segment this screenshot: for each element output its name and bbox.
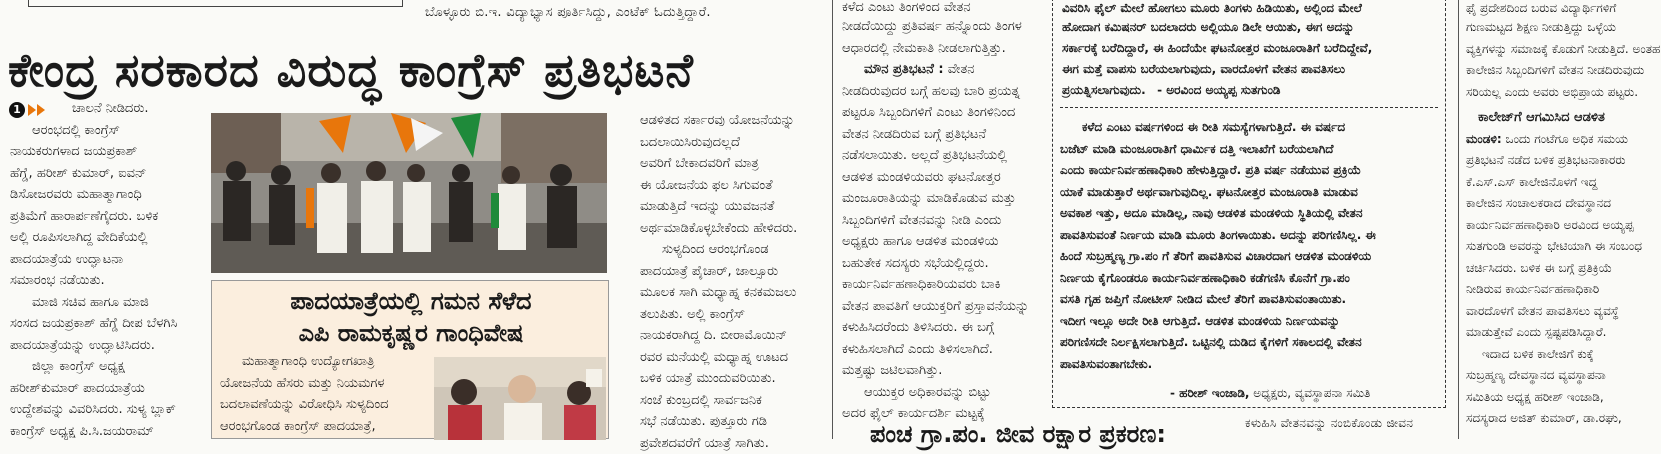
column-divider — [832, 0, 833, 439]
top-left-box-edge — [28, 0, 403, 7]
quote-signature-row — [1060, 383, 1442, 405]
right-line: ಸುಬ್ರಹ್ಮಣ್ಯ ದೇವಸ್ಥಾನದ ವ್ಯವಸ್ಥಾಪನಾ — [1466, 365, 1661, 387]
quote-signature-name: - ಹರೀಶ್ ಇಂಜಾಡಿ, — [1170, 386, 1249, 400]
middle-line: ರವರ ಮನೆಯಲ್ಲಿ ಮಧ್ಯಾಹ್ನ ಊಟದ — [640, 347, 826, 369]
right-subhead2: ಮಂಡಳಿ: — [1466, 132, 1502, 146]
quote-line: ಅವಕಾಶ ಇತ್ತು, ಅದೂ ಮಾಡಿಲ್ಲ, ನಾವು ಆಡಳಿತ ಮಂಡಳಿಯ ಸ್ಥಿತಿಯಲ್ಲಿ ವೇತನ — [1060, 203, 1442, 225]
lead-line: ಪಾದಯಾತ್ರೆಯನ್ನು ಉದ್ಘಾಟಿಸಿದರು. — [10, 335, 198, 357]
bottom-snippet: ಕಳುಹಿಸಿ ವೇತನವನ್ನು ನಂಬಿಕೊಂಡು ಜೀವನ — [1245, 412, 1445, 434]
sub-story-line: ಬದಲಾವಣೆಯನ್ನು ವಿರೋಧಿಸಿ ಸುಳ್ಯದಿಂದ — [220, 394, 428, 416]
right-line: ವಾರದೊಳಗೆ ವೇತನ ಪಾವತಿಸಲು ವ್ಯವಸ್ಥೆ — [1466, 301, 1661, 323]
lead-line: ಹರೀಶ್‌ಕುಮಾರ್ ಪಾದಯಾತ್ರೆಯ — [10, 378, 198, 400]
right-line: ಗುಣಮಟ್ಟದ ಶಿಕ್ಷಣ ನೀಡುತ್ತಿದ್ದು ಒಳ್ಳೆಯ — [1466, 17, 1661, 39]
right-line: ಸುತಗುಂಡಿ ಅವರನ್ನು ಭೇಟಿಯಾಗಿ ಈ ಸಂಬಂಧ — [1466, 236, 1661, 258]
middle-line: ಆಡಳಿತದ ಸರ್ಕಾರವು ಯೋಜನೆಯನ್ನು — [640, 110, 826, 132]
middle-line: ಈ ಯೋಜನೆಯ ಫಲ ಸಿಗುವಂತೆ — [640, 175, 826, 197]
quote-line: ಪಾವತಿಸುವಂತೆ ನಿರ್ಣಯ ಮಾಡಿ ಮೂರು ತಿಂಗಳಾಯಿತು. ಅದನ್ನು ಪರಿಗಣಿಸಿಲ್ಲ. ಈ — [1060, 225, 1442, 247]
right-line: ಪ್ರತಿಭಟನೆ ನಡೆದ ಬಳಿಕ ಪ್ರತಿಭಟನಾಕಾರರು — [1466, 150, 1661, 172]
middle-line: ಸಭೆ ನಡೆಯಿತು. ಪುತ್ತೂರು ಗಡಿ — [640, 411, 826, 433]
right-subhead: ಕಾಲೇಜ್‌ಗೆ ಆಗಮಿಸಿದ ಆಡಳಿತ — [1466, 107, 1661, 129]
rally-photo-art — [211, 113, 607, 273]
col3-line: ಅದರ ಫೈಲ್ ಕಾರ್ಯದರ್ಶಿ ಮಟ್ಟಕ್ಕೆ — [842, 403, 1032, 425]
lead-line: ಅಲ್ಲಿ ರೂಪಿಸಲಾಗಿದ್ದ ವೇದಿಕೆಯಲ್ಲಿ — [10, 227, 198, 249]
col3-line: ನೀಡದಿರುವುದರ ಬಗ್ಗೆ ಹಲವು ಬಾರಿ ಪ್ರಯತ್ನ — [842, 81, 1032, 103]
lead-line: ಸಮಾರಂಭ ನಡೆಯಿತು. — [10, 270, 198, 292]
lead-line: ನಾಯಕರುಗಳಾದ ಜಯಪ್ರಕಾಶ್ — [10, 141, 198, 163]
quote-line: ವಸತಿ ಗೃಹ ಜಪ್ತಿಗೆ ನೋಟೀಸ್ ನೀಡಿದ ಮೇಲೆ ತೆರಿಗೆ ಪಾವತಿಸುವಂತಾಯಿತು. — [1060, 289, 1442, 311]
middle-line: ಬಳಿಕ ಯಾತ್ರೆ ಮುಂದುವರಿಯಿತು. — [640, 368, 826, 390]
quote-box-top — [1062, 0, 1440, 100]
right-line: ಕಾರ್ಯನಿರ್ವಹಣಾಧಿಕಾರಿ ಅರವಿಂದ ಅಯ್ಯಪ್ಪ — [1466, 215, 1661, 237]
lead-line: ಕಾಂಗ್ರೆಸ್ ಅಧ್ಯಕ್ಷ ಪಿ.ಸಿ.ಜಯರಾಮ್ — [10, 421, 198, 443]
right-subhead2-rest: ಒಂದು ಗಂಟೆಗೂ ಅಧಿಕ ಸಮಯ — [1506, 132, 1628, 146]
gandhi-costume-photo — [434, 357, 606, 440]
quote-top-signature: - ಅರವಿಂದ ಅಯ್ಯಪ್ಪ ಸುತಗುಂಡಿ — [1157, 83, 1280, 97]
rally-photo — [211, 113, 607, 273]
right-column — [1466, 0, 1661, 439]
sub-story-title-line1: ಪಾದಯಾತ್ರೆಯಲ್ಲಿ ಗಮನ ಸೆಳೆದ — [212, 285, 610, 317]
quote-line: ಈಗ ಮತ್ತೆ ವಾಪಸು ಬರೆಯಲಾಗುವುದು, ವಾರದೊಳಗೆ ವೇತನ ಪಾವತಿಸಲು — [1062, 59, 1440, 80]
middle-line: ಬದಲಾಯಿಸಿರುವುದಲ್ಲದೆ — [640, 132, 826, 154]
lead-line: ಜಿಲ್ಲಾ ಕಾಂಗ್ರೆಸ್ ಅಧ್ಯಕ್ಷ — [10, 356, 198, 378]
right-line: ಸರಿಯಲ್ಲ ಎಂದು ಅವರು ಅಭಿಪ್ರಾಯ ಪಟ್ಟರು. — [1466, 82, 1661, 104]
right-line: ಇದಾದ ಬಳಿಕ ಕಾಲೇಜಿಗೆ ಕುಕ್ಕೆ — [1466, 344, 1661, 366]
col3-line: ಆಡಳಿತ ಮಂಡಳಿಯವರು ಘಟನೋತ್ತರ — [842, 167, 1032, 189]
right-line: ಚರ್ಚಿಸಿದರು. ಬಳಿಕ ಈ ಬಗ್ಗೆ ಪ್ರತಿಕ್ರಿಯೆ — [1466, 258, 1661, 280]
col3-line: ವೇತನ ಪಾವತಿಗೆ ಆಯುಕ್ತರಿಗೆ ಪ್ರಸ್ತಾವನೆಯನ್ನು — [842, 296, 1032, 318]
quote-line: ಪಾವತಿಸುವಂತಾಗಬೇಕು. — [1060, 354, 1442, 376]
col3-line: ನಡೆಸಲಾಯಿತು. ಅಲ್ಲದೆ ಪ್ರತಿಭಟನೆಯಲ್ಲಿ — [842, 145, 1032, 167]
middle-line: ಪಾದಯಾತ್ರೆ ಪೈಚಾರ್, ಜಾಲ್ಸೂರು — [640, 261, 826, 283]
sub-story-body — [220, 351, 428, 440]
col3-line: ಬಹುತೇಕ ಸದಸ್ಯರು ಸಭೆಯಲ್ಲಿದ್ದರು. — [842, 253, 1032, 275]
sub-story-line: ಮಹಾತ್ಮಾಗಾಂಧಿ ಉದ್ಯೋಗಖಾತ್ರಿ — [220, 351, 428, 373]
col3-line: ಆಧಾರದಲ್ಲಿ ನೇಮಕಾತಿ ನೀಡಲಾಗುತ್ತಿತ್ತು. — [842, 38, 1032, 60]
middle-line: ಸುಳ್ಯದಿಂದ ಆರಂಭಗೊಂಡ — [640, 239, 826, 261]
quote-box-main — [1060, 117, 1442, 407]
lead-line: ಸಂಸದ ಜಯಪ್ರಕಾಶ್ ಹೆಗ್ಡೆ ದೀಪ ಬೆಳಗಿಸಿ — [10, 313, 198, 335]
quote-line: ನಿರ್ಣಯ ಕೈಗೊಂಡರೂ ಕಾರ್ಯನಿರ್ವಹಣಾಧಿಕಾರಿ ಕಡೆಗಣಿಸಿ ಕೊನೆಗೆ ಗ್ರಾ.ಪಂ — [1060, 268, 1442, 290]
lead-line: ಹೆಗ್ಡೆ, ಹರೀಶ್ ಕುಮಾರ್, ಐವನ್ — [10, 163, 198, 185]
col3-line: ಮತ್ತಷ್ಟು ಜಟಿಲವಾಗಿತ್ತು. — [842, 360, 1032, 382]
page-headline: ಕೇಂದ್ರ ಸರಕಾರದ ವಿರುದ್ಧ ಕಾಂಗ್ರೆಸ್ ಪ್ರತಿಭಟನೆ — [8, 42, 823, 98]
middle-column — [640, 110, 826, 439]
col3-line: ಕಳುಹಿಸಲಾಗಿದೆ ಎಂದು ತಿಳಿಸಲಾಗಿದೆ. — [842, 339, 1032, 361]
middle-line: ಅರ್ಥಮಾಡಿಕೊಳ್ಳಬೇಕೆಂದು ಹೇಳಿದರು. — [640, 218, 826, 240]
col3-line: ಕಾರ್ಯನಿರ್ವಹಣಾಧಿಕಾರಿಯವರು ಬಾಕಿ — [842, 274, 1032, 296]
top-strip-text: ಬೊಳ್ಳೂರು ಬಿ.ಇ. ವಿದ್ಯಾಭ್ಯಾಸ ಪೂರ್ತಿಸಿದ್ದು, ಎಂಟೆಕ್ ಓದುತ್ತಿದ್ದಾರೆ. — [425, 3, 825, 23]
col3-line: ಅಧ್ಯಕ್ಷರು ಹಾಗೂ ಆಡಳಿತ ಮಂಡಳಿಯ — [842, 231, 1032, 253]
quote-line: ಇದೀಗ ಇಲ್ಲೂ ಅದೇ ರೀತಿ ಆಗುತ್ತಿದೆ. ಆಡಳಿತ ಮಂಡಳಿಯ ನಿರ್ಣಯವನ್ನು — [1060, 311, 1442, 333]
quote-line: ಸರ್ಕಾರಕ್ಕೆ ಬರೆದಿದ್ದಾರೆ, ಈ ಹಿಂದೆಯೇ ಘಟನೋತ್ತರ ಮಂಜೂರಾತಿಗೆ ಬರೆದಿದ್ದೇವೆ, — [1062, 38, 1440, 59]
right-line: ಸಮಿತಿಯ ಅಧ್ಯಕ್ಷ ಹರೀಶ್ ಇಂಜಾಡಿ, — [1466, 387, 1661, 409]
right-line: ನೀಡಿರುವ ಕಾರ್ಯನಿರ್ವಹಣಾಧಿಕಾರಿ — [1466, 279, 1661, 301]
quote-line: ಯಾಕೆ ಮಾಡುತ್ತಾರೆ ಅರ್ಥವಾಗುವುದಿಲ್ಲ. ಘಟನೋತ್ತರ ಮಂಜೂರಾತಿ ಮಾಡುವ — [1060, 182, 1442, 204]
quote-line: ಹೋದಾಗ ಕಮಿಷನರ್ ಬದಲಾದರು ಅಲ್ಲಿಯೂ ಡಿಲೇ ಆಯಿತು, ಈಗ ಅದನ್ನು — [1062, 17, 1440, 38]
page-number-badge: 1 — [9, 102, 25, 118]
right-line: ಮಾಡುತ್ತೇವೆ ಎಂದು ಸ್ಪಷ್ಟಪಡಿಸಿದ್ದಾರೆ. — [1466, 322, 1661, 344]
gandhi-costume-photo-art — [434, 357, 606, 440]
lead-line: ಚಾಲನೆ ನೀಡಿದರು. — [10, 98, 198, 120]
col3-line: ಆಯುಕ್ತರ ಅಧಿಕಾರವನ್ನು ಬಿಟ್ಟು — [842, 382, 1032, 404]
middle-line: ನಾಯಕರಾಗಿದ್ದ ದಿ. ಬೀರಾಮೊಯಿನ್ — [640, 325, 826, 347]
right-line: ಕೆ.ಎಸ್.ಎಸ್ ಕಾಲೇಜಿನೊಳಗೆ ಇದ್ದ — [1466, 172, 1661, 194]
lead-line: ಮಾಜಿ ಸಚಿವ ಹಾಗೂ ಮಾಜಿ — [10, 292, 198, 314]
right-subhead2-row — [1466, 129, 1661, 151]
lead-line: ಡಿಸೋಜರವರು ಮಹಾತ್ಮಾಗಾಂಧಿ — [10, 184, 198, 206]
right-line: ಕಾಲೇಜಿನ ಸಂಚಾಲಕರಾದ ದೇವಸ್ಥಾನದ — [1466, 193, 1661, 215]
col3-subhead-row — [842, 59, 1032, 81]
col3-subhead: ಮೌನ ಪ್ರತಿಭಟನೆ : — [864, 62, 944, 77]
sub-story-title-line2: ಎಪಿ ರಾಮಕೃಷ್ಣರ ಗಾಂಧಿವೇಷ — [212, 317, 610, 349]
middle-line: ಸಂಜೆ ಕುಂಬ್ರದಲ್ಲಿ ಸಾರ್ವಜನಿಕ — [640, 390, 826, 412]
quote-line: ಎಂದು ಕಾರ್ಯನಿರ್ವಹಣಾಧಿಕಾರಿ ಹೇಳುತ್ತಿದ್ದಾರೆ. ಪ್ರತಿ ವರ್ಷ ನಡೆಯುವ ಪ್ರಕ್ರಿಯೆ — [1060, 160, 1442, 182]
col3-line: ಸಿಬ್ಬಂದಿಗಳಿಗೆ ವೇತನವನ್ನು ನೀಡಿ ಎಂದು — [842, 210, 1032, 232]
col3-line: ಕಳೆದ ಎಂಟು ತಿಂಗಳಿಂದ ವೇತನ — [842, 0, 1032, 16]
right-line: ಫೈ ಪ್ರದೇಶದಿಂದ ಬರುವ ವಿದ್ಯಾರ್ಥಿಗಳಿಗೆ — [1466, 0, 1661, 17]
lead-line: ಪ್ರತಿಮೆಗೆ ಹಾರಾರ್ಪಣೆಗೈದರು. ಬಳಿಕ — [10, 206, 198, 228]
col3-line: ಮಂಜೂರಾತಿಯನ್ನು ಮಾಡಿಕೊಡುವ ಮತ್ತು — [842, 188, 1032, 210]
quote-line: ಹಿಂದೆ ಸುಬ್ರಹ್ಮಣ್ಯ ಗ್ರಾ.ಪಂ ಗೆ ತೆರಿಗೆ ಪಾವತಿಸುವ ವಿಚಾರದಾಗ ಆಡಳಿತ ಮಂಡಳಿಯ — [1060, 246, 1442, 268]
quote-line: ವಿವರಿಸಿ ಫೈಲ್ ಮೇಲೆ ಹೋಗಲು ಮೂರು ತಿಂಗಳು ಹಿಡಿಯಿತು, ಅಲ್ಲಿಂದ ಮೇಲೆ — [1062, 0, 1440, 17]
lead-line: ಆರಂಭದಲ್ಲಿ ಕಾಂಗ್ರೆಸ್ — [10, 120, 198, 142]
lead-column — [10, 98, 198, 439]
middle-line: ಮೂಲಕ ಸಾಗಿ ಮಧ್ಯಾಹ್ನ ಕನಕಮಜಲು — [640, 282, 826, 304]
sub-story-box — [211, 280, 609, 439]
quote-signature-role: ಅಧ್ಯಕ್ಷರು, ವ್ಯವಸ್ಥಾಪನಾ ಸಮಿತಿ — [1253, 386, 1370, 400]
sub-story-line: ಯೋಜನೆಯ ಹೆಸರು ಮತ್ತು ನಿಯಮಗಳ — [220, 373, 428, 395]
middle-line: ಮಾಡುತ್ತಿದೆ ಇದನ್ನು ಯುವಜನತೆ — [640, 196, 826, 218]
col3-line: ಕಳುಹಿಸಿದರೆಂದು ತಿಳಿಸಿದರು. ಈ ಬಗ್ಗೆ — [842, 317, 1032, 339]
lead-line: ಪಾದಯಾತ್ರೆಯ ಉದ್ಘಾಟನಾ — [10, 249, 198, 271]
col3-line: ನೀಡದೆಯಿದ್ದು ಪ್ರತಿವರ್ಷ ಹನ್ನೊಂದು ತಿಂಗಳ — [842, 16, 1032, 38]
col3-line: ವೇತನ ನೀಡದಿರುವ ಬಗ್ಗೆ ಪ್ರತಿಭಟನೆ — [842, 124, 1032, 146]
quote-line: ಪ್ರಯತ್ನಿಸಲಾಗುವುದು. — [1062, 83, 1146, 97]
middle-line: ಅವರಿಗೆ ಬೇಕಾದವರಿಗೆ ಮಾತ್ರ — [640, 153, 826, 175]
right-line: ಸದಸ್ಯರಾದ ಅಜಿತ್ ಕುಮಾರ್, ಡಾ.ರಘು, — [1466, 408, 1661, 430]
middle-line: ಪ್ರವೇಶದವರೆಗೆ ಯಾತ್ರೆ ಸಾಗಿತು. — [640, 433, 826, 454]
right-line: ವ್ಯಕ್ತಿಗಳನ್ನು ಸಮಾಜಕ್ಕೆ ಕೊಡುಗೆ ನೀಡುತ್ತಿದೆ. ಅಂತಹ — [1466, 39, 1661, 61]
col3-line: ಪಟ್ಟರೂ ಸಿಬ್ಬಂದಿಗಳಿಗೆ ಎಂಟು ತಿಂಗಳಿನಿಂದ — [842, 102, 1032, 124]
right-line: ಕಾಲೇಜಿನ ಸಿಬ್ಬಂದಿಗಳಿಗೆ ವೇತನ ನೀಡದಿರುವುದು — [1466, 60, 1661, 82]
middle-line: ತಲುಪಿತು. ಅಲ್ಲಿ ಕಾಂಗ್ರೆಸ್ — [640, 304, 826, 326]
lead-line: ಉದ್ದೇಶವನ್ನು ವಿವರಿಸಿದರು. ಸುಳ್ಯ ಬ್ಲಾಕ್ — [10, 399, 198, 421]
col3 — [842, 0, 1032, 410]
quote-line: ಬಜೆಟ್ ಮಾಡಿ ಮಂಜೂರಾತಿಗೆ ಧಾರ್ಮಿಕ ದತ್ತಿ ಇಲಾಖೆಗೆ ಬರೆಯಲಾಗಿದೆ — [1060, 139, 1442, 161]
quote-line: ಕಳೆದ ಎಂಟು ವರ್ಷಗಳಿಂದ ಈ ರೀತಿ ಸಮಸ್ಯೆಗಳಾಗುತ್ತಿದೆ. ಈ ವರ್ಷದ — [1060, 117, 1442, 139]
col3-subhead-rest: ವೇತನ — [948, 62, 975, 77]
sub-story-line: ಆರಂಭಗೊಂಡ ಕಾಂಗ್ರೆಸ್ ಪಾದಯಾತ್ರೆ, — [220, 416, 428, 438]
column-divider — [1458, 0, 1459, 439]
bottom-headline-fragment: ಪಂಚ ಗ್ರಾ.ಪಂ. ಜೀವ ರಕ್ಷಾರ ಪ್ರಕರಣ: — [870, 419, 1230, 449]
quote-divider — [1060, 107, 1438, 108]
quote-top-last-row — [1062, 80, 1440, 101]
quote-line: ಪರಿಗಣಿಸದೇ ನಿರ್ಲಕ್ಷಿಸಲಾಗುತ್ತಿದೆ. ಒಟ್ಟಿನಲ್ಲಿ ದುಡಿದ ಕೈಗಳಿಗೆ ಸಕಾಲದಲ್ಲಿ ವೇತನ — [1060, 332, 1442, 354]
